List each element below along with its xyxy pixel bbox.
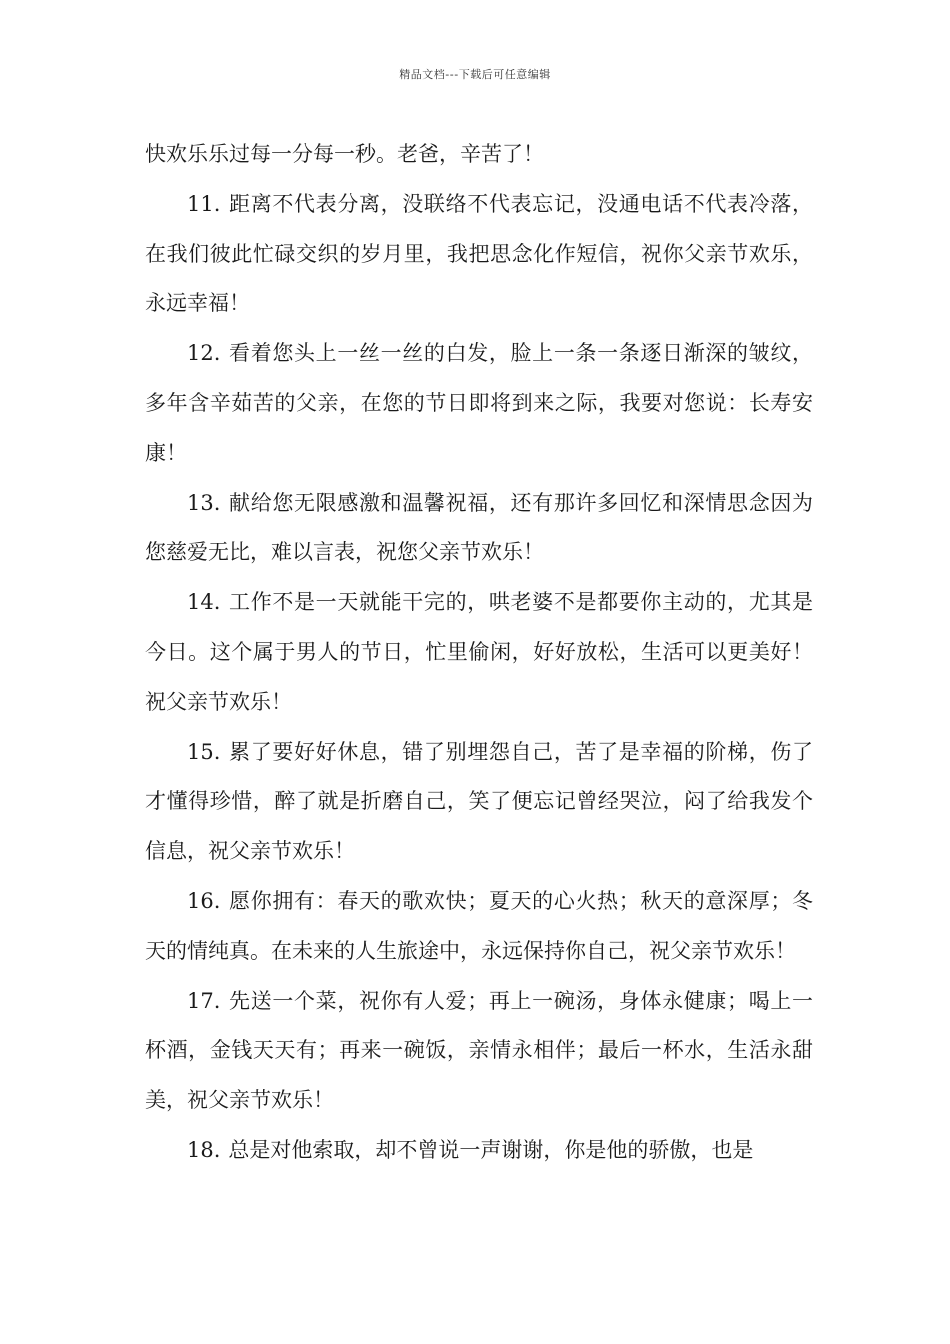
paragraph-18 (145, 1126, 813, 1176)
paragraph-12 (145, 329, 813, 478)
paragraph-number: 17. (187, 988, 221, 1013)
paragraph-text: 献给您无限感激和温馨祝福，还有那许多回忆和深情思念因为您慈爱无比，难以言表，祝您父亲节欢乐！ (145, 490, 813, 565)
paragraph-number: 13. (187, 490, 221, 515)
paragraph-text: 累了要好好休息，错了别埋怨自己，苦了是幸福的阶梯，伤了才懂得珍惜，醉了就是折磨自己，笑了便忘记曾经哭泣，闷了给我发个信息，祝父亲节欢乐！ (145, 739, 813, 864)
document-body (145, 130, 813, 1176)
paragraph-text: 先送一个菜，祝你有人爱；再上一碗汤，身体永健康；喝上一杯酒，金钱天天有；再来一碗饭，亲情永相伴；最后一杯水，生活永甜美，祝父亲节欢乐！ (145, 988, 813, 1113)
page-header: 精品文档---下载后可任意编辑 (399, 68, 551, 81)
paragraph-14 (145, 578, 813, 727)
paragraph-text: 愿你拥有：春天的歌欢快；夏天的心火热；秋天的意深厚；冬天的情纯真。在未来的人生旅途中，永远保持你自己，祝父亲节欢乐！ (145, 888, 813, 963)
paragraph-number: 18. (187, 1137, 221, 1162)
paragraph-17 (145, 977, 813, 1126)
paragraph-number: 16. (187, 888, 221, 913)
paragraph-text: 工作不是一天就能干完的，哄老婆不是都要你主动的，尤其是今日。这个属于男人的节日，忙里偷闲，好好放松，生活可以更美好！祝父亲节欢乐！ (145, 590, 813, 714)
paragraph-number: 11. (187, 191, 221, 216)
paragraph-11 (145, 180, 813, 329)
paragraph-number: 14. (187, 590, 221, 615)
paragraph-text: 快欢乐乐过每一分每一秒。老爸，辛苦了！ (145, 142, 544, 166)
paragraph-number: 15. (187, 739, 221, 764)
paragraph-15 (145, 728, 813, 877)
paragraph-13 (145, 479, 813, 579)
paragraph-number: 12. (187, 341, 221, 366)
paragraph-continuation (145, 130, 813, 180)
paragraph-text: 距离不代表分离，没联络不代表忘记，没通电话不代表冷落，在我们彼此忙碌交织的岁月里，我把思念化作短信，祝你父亲节欢乐，永远幸福！ (145, 191, 813, 316)
paragraph-text: 看着您头上一丝一丝的白发，脸上一条一条逐日渐深的皱纹，多年含辛茹苦的父亲，在您的节日即将到来之际，我要对您说：长寿安康！ (145, 341, 813, 465)
paragraph-16 (145, 877, 813, 977)
paragraph-text: 总是对他索取，却不曾说一声谢谢，你是他的骄傲，也是 (228, 1137, 754, 1162)
